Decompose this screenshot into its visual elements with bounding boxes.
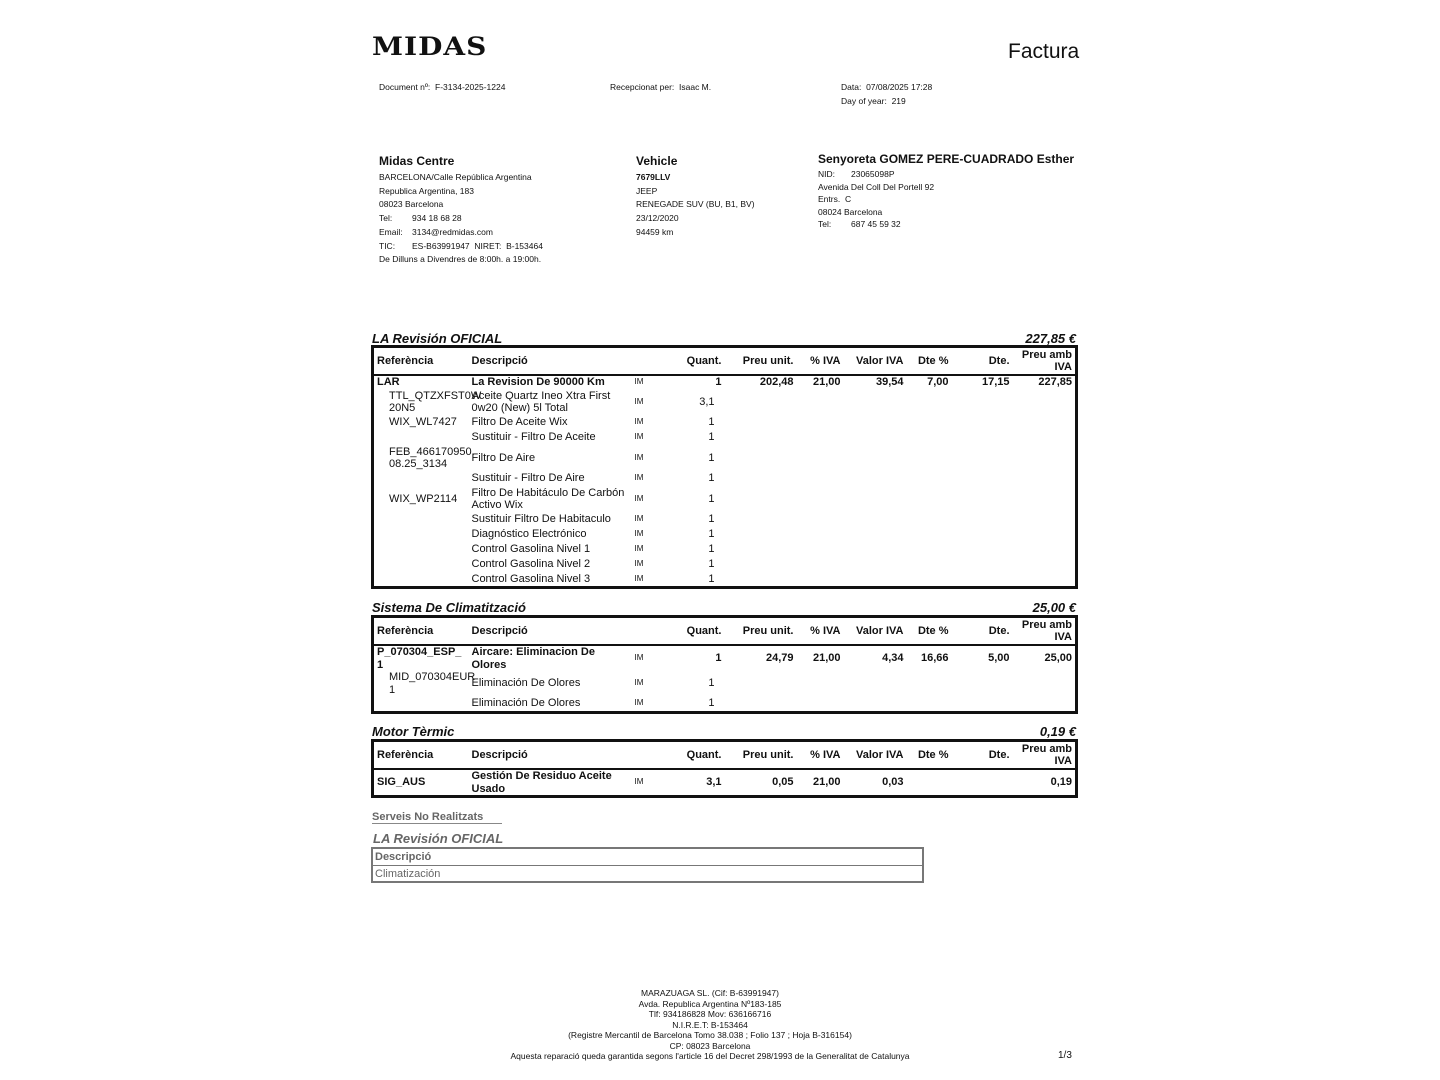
col-disc-pct: Dte % <box>907 347 952 376</box>
centre-tel <box>379 212 543 226</box>
cell-total <box>1013 445 1077 471</box>
cell-desc: Filtro De Aire <box>471 451 536 464</box>
centre-email-label: Email: <box>379 226 403 237</box>
vehicle-make: JEEP <box>636 185 658 196</box>
cell-unit: 202,48 <box>759 376 794 389</box>
table-row <box>373 645 1077 671</box>
col-ref: Referència <box>373 347 469 376</box>
col-vat-pct: % IVA <box>797 617 844 646</box>
vehicle-plate: 7679LLV <box>636 172 671 182</box>
cell-disc <box>952 430 1013 445</box>
col-desc: Descripció <box>469 741 632 770</box>
midas-logo: MIDAS <box>372 31 488 62</box>
centre-line3: 08023 Barcelona <box>379 199 444 210</box>
col-total-line2: IVA <box>1054 361 1072 373</box>
cell-total <box>1013 671 1077 696</box>
date-value: 07/08/2025 17:28 <box>866 82 933 92</box>
cell-qty: 3,1 <box>699 395 715 408</box>
footer-line: N.I.R.E.T: B-153464 <box>672 1019 748 1030</box>
cell-vat-val <box>844 557 907 572</box>
cell-desc: Sustituir - Filtro De Aceite <box>471 431 596 444</box>
cell-total <box>1013 486 1077 512</box>
customer-tel-label: Tel: <box>818 219 832 229</box>
cell-vat-val <box>844 542 907 557</box>
cell-ref: WIX_WL7427 <box>389 416 457 429</box>
centre-line2: Republica Argentina, 183 <box>379 185 474 196</box>
cell-im: IM <box>634 432 644 442</box>
cell-qty: 1 <box>708 572 715 585</box>
cell-im: IM <box>634 544 644 554</box>
cell-vat-val <box>844 445 907 471</box>
not-done-item: Climatización <box>375 867 441 880</box>
col-im <box>632 741 666 770</box>
cell-ref <box>373 471 469 486</box>
cell-qty: 1 <box>708 513 715 526</box>
col-disc-pct: Dte % <box>907 741 952 770</box>
col-ref: Referència <box>373 617 469 646</box>
cell-im: IM <box>634 529 644 539</box>
col-total-line2: IVA <box>1054 631 1072 643</box>
cell-disc-pct <box>907 471 952 486</box>
not-done-row <box>372 866 923 883</box>
cell-qty: 1 <box>708 451 715 464</box>
vehicle-model: RENEGADE SUV (BU, B1, BV) <box>636 199 755 210</box>
cell-unit <box>725 557 797 572</box>
cell-vat-pct <box>797 542 844 557</box>
cell-disc-pct <box>907 557 952 572</box>
cell-unit <box>725 486 797 512</box>
cell-im: IM <box>634 473 644 483</box>
cell-ref <box>373 527 469 542</box>
cell-im: IM <box>634 493 644 503</box>
cell-vat-val: 4,34 <box>882 652 904 665</box>
table-row <box>373 769 1077 797</box>
cell-disc-pct <box>907 445 952 471</box>
cell-disc <box>952 572 1013 587</box>
section-name: Motor Tèrmic <box>372 724 455 739</box>
cell-ref: P_070304_ESP_ 1 <box>377 646 462 671</box>
cell-qty: 1 <box>708 697 715 709</box>
cell-disc <box>952 671 1013 696</box>
cell-total <box>1013 572 1077 587</box>
cell-ref: FEB_466170950. 08.25_3134 <box>389 445 475 470</box>
cell-im: IM <box>634 417 644 427</box>
cell-total <box>1013 415 1077 430</box>
col-qty: Quant. <box>666 347 725 376</box>
table-row <box>373 486 1077 512</box>
cell-vat-val: 39,54 <box>875 376 904 389</box>
cell-disc-pct <box>907 572 952 587</box>
cell-qty: 1 <box>708 472 715 485</box>
cell-unit <box>725 527 797 542</box>
page-number: 1/3 <box>1058 1050 1072 1061</box>
cell-unit: 24,79 <box>765 652 794 665</box>
section-name: Sistema De Climatització <box>372 600 526 615</box>
cell-disc <box>952 696 1013 712</box>
section-name: LA Revisión OFICIAL <box>372 331 503 346</box>
table-row <box>373 696 1077 712</box>
cell-disc-pct <box>907 769 952 797</box>
cell-ref: TTL_QTZXFST0W 20N5 <box>389 389 482 414</box>
cell-im: IM <box>634 452 644 462</box>
cell-disc-pct <box>907 430 952 445</box>
customer-nid-value: 23065098P <box>851 169 895 179</box>
document-number-value: F-3134-2025-1224 <box>435 82 506 92</box>
cell-im: IM <box>634 514 644 524</box>
section-total: 25,00 € <box>1032 600 1076 615</box>
customer-block <box>818 152 1074 231</box>
centre-tic-value: ES-B63991947 <box>412 240 470 251</box>
cell-desc: Sustituir Filtro De Habitaculo <box>471 513 611 526</box>
cell-disc <box>952 389 1013 415</box>
cell-im: IM <box>634 777 644 787</box>
col-vat-pct: % IVA <box>797 347 844 376</box>
cell-vat-val <box>844 486 907 512</box>
cell-vat-val <box>844 671 907 696</box>
cell-qty: 1 <box>708 492 715 505</box>
col-vat-pct: % IVA <box>797 741 844 770</box>
table-row <box>373 389 1077 415</box>
customer-nid-label: NID: <box>818 169 835 179</box>
cell-ref <box>373 542 469 557</box>
not-done-title: Serveis No Realitzats <box>372 811 484 823</box>
footer-line: CP: 08023 Barcelona <box>669 1040 751 1051</box>
cell-vat-pct <box>797 527 844 542</box>
footer-line: Avda. Republica Argentina Nº183-185 <box>638 998 782 1009</box>
table-row <box>373 557 1077 572</box>
centre-hours: De Dilluns a Divendres de 8:00h. a 19:00h. <box>379 254 542 265</box>
col-desc: Descripció <box>469 347 632 376</box>
cell-vat-val: 0,03 <box>882 776 904 789</box>
col-im <box>632 617 666 646</box>
not-done-table <box>371 847 924 883</box>
col-total <box>1013 617 1077 646</box>
cell-qty: 1 <box>708 558 715 571</box>
col-disc: Dte. <box>952 617 1013 646</box>
vehicle-date: 23/12/2020 <box>636 213 679 224</box>
customer-name: Senyoreta GOMEZ PERE-CUADRADO Esther <box>818 152 1075 166</box>
received-by-value: Isaac M. <box>679 82 712 92</box>
cell-total <box>1013 430 1077 445</box>
received-by <box>610 82 711 92</box>
customer-entrs <box>818 193 1074 206</box>
customer-entrs-value: C <box>844 194 852 204</box>
cell-disc: 17,15 <box>981 376 1010 389</box>
cell-vat-pct <box>797 696 844 712</box>
cell-vat-pct <box>797 415 844 430</box>
col-total <box>1013 741 1077 770</box>
cell-total: 227,85 <box>1038 376 1072 389</box>
cell-disc-pct <box>907 486 952 512</box>
cell-total <box>1013 471 1077 486</box>
cell-qty: 1 <box>708 431 715 444</box>
cell-ref <box>373 430 469 445</box>
cell-total <box>1013 512 1077 527</box>
cell-total <box>1013 542 1077 557</box>
cell-desc: Diagnóstico Electrónico <box>471 528 587 541</box>
cell-vat-val <box>844 415 907 430</box>
cell-disc-pct <box>907 671 952 696</box>
cell-ref <box>373 557 469 572</box>
col-unit-price: Preu unit. <box>725 741 797 770</box>
cell-im: IM <box>634 559 644 569</box>
cell-ref: LAR <box>377 376 400 389</box>
cell-disc <box>952 769 1013 797</box>
cell-desc: Aircare: Eliminacion De Olores <box>471 646 595 671</box>
col-total-line1: Preu amb <box>1021 743 1072 755</box>
cell-disc-pct <box>907 542 952 557</box>
col-disc: Dte. <box>952 347 1013 376</box>
table-row <box>373 445 1077 471</box>
cell-desc: Aceite Quartz Ineo Xtra First 0w20 (New) 5l Total <box>471 389 611 414</box>
col-im <box>632 347 666 376</box>
cell-unit <box>725 542 797 557</box>
cell-vat-pct: 21,00 <box>812 776 841 789</box>
cell-vat-pct <box>797 671 844 696</box>
cell-disc-pct <box>907 527 952 542</box>
customer-address: Avenida Del Coll Del Portell 92 <box>818 181 935 192</box>
cell-qty: 1 <box>708 416 715 429</box>
customer-city: 08024 Barcelona <box>818 206 883 217</box>
cell-vat-pct <box>797 572 844 587</box>
document-number <box>379 82 505 92</box>
cell-desc: Control Gasolina Nivel 1 <box>471 543 591 556</box>
cell-vat-pct: 21,00 <box>812 376 841 389</box>
table-row <box>373 471 1077 486</box>
col-disc: Dte. <box>952 741 1013 770</box>
cell-vat-pct: 21,00 <box>812 652 841 665</box>
cell-desc: Sustituir - Filtro De Aire <box>471 472 585 485</box>
cell-disc <box>952 512 1013 527</box>
cell-disc <box>952 542 1013 557</box>
col-vat-value: Valor IVA <box>844 617 907 646</box>
col-vat-value: Valor IVA <box>844 347 907 376</box>
cell-im: IM <box>634 396 644 406</box>
cell-qty: 1 <box>715 376 722 389</box>
col-disc-pct: Dte % <box>907 617 952 646</box>
not-done-section-name: LA Revisión OFICIAL <box>373 831 504 846</box>
cell-disc <box>952 471 1013 486</box>
cell-disc <box>952 557 1013 572</box>
cell-unit <box>725 415 797 430</box>
table-row <box>373 512 1077 527</box>
cell-qty: 1 <box>708 543 715 556</box>
cell-disc <box>952 486 1013 512</box>
centre-tel-value: 934 18 68 28 <box>412 213 462 224</box>
col-unit-price: Preu unit. <box>725 347 797 376</box>
customer-tel-value: 687 45 59 32 <box>851 219 901 229</box>
vehicle-title: Vehicle <box>636 154 678 168</box>
col-unit-price: Preu unit. <box>725 617 797 646</box>
cell-ref <box>373 696 469 712</box>
section-header <box>372 724 1076 740</box>
cell-qty: 1 <box>708 528 715 541</box>
cell-qty: 1 <box>715 652 722 665</box>
cell-vat-val <box>844 430 907 445</box>
cell-unit <box>725 389 797 415</box>
cell-total <box>1013 696 1077 712</box>
table-row <box>373 430 1077 445</box>
cell-unit <box>725 512 797 527</box>
not-done-header-row <box>372 848 923 866</box>
cell-unit: 0,05 <box>772 776 794 789</box>
cell-desc: Filtro De Habitáculo De Carbón Activo Wix <box>471 486 625 511</box>
centre-tic <box>379 240 543 254</box>
vehicle-km: 94459 km <box>636 226 674 237</box>
cell-vat-val <box>844 471 907 486</box>
col-qty: Quant. <box>666 741 725 770</box>
col-ref: Referència <box>373 741 469 770</box>
centre-title: Midas Centre <box>379 154 455 168</box>
cell-vat-val <box>844 696 907 712</box>
cell-unit <box>725 445 797 471</box>
cell-disc-pct: 7,00 <box>927 376 949 389</box>
cell-vat-val <box>844 527 907 542</box>
customer-nid <box>818 168 1074 181</box>
received-by-label: Recepcionat per: <box>610 82 675 92</box>
document-number-label: Document nº: <box>379 82 431 92</box>
cell-im: IM <box>634 377 644 387</box>
centre-block <box>379 154 543 267</box>
cell-im: IM <box>634 678 644 688</box>
day-of-year <box>841 96 906 106</box>
footer-line: Tlf: 934186828 Mov: 636166716 <box>648 1009 772 1019</box>
items-table <box>371 615 1078 714</box>
centre-niret-value: B-153464 <box>506 240 543 251</box>
cell-unit <box>725 430 797 445</box>
vehicle-block <box>636 154 755 240</box>
customer-entrs-label: Entrs. <box>818 194 841 204</box>
cell-ref: WIX_WP2114 <box>389 492 458 505</box>
cell-total <box>1013 557 1077 572</box>
date-label: Data: <box>841 82 862 92</box>
footer-line: Aquesta reparació queda garantida segons l'article 16 del Decret 298/1993 de la Generalitat de Catalunya <box>510 1051 910 1061</box>
table-row <box>373 542 1077 557</box>
cell-total: 25,00 <box>1044 652 1072 665</box>
cell-desc: La Revision De 90000 Km <box>471 376 605 389</box>
items-table <box>371 739 1078 798</box>
cell-disc-pct: 16,66 <box>920 652 949 665</box>
cell-total: 0,19 <box>1050 776 1072 789</box>
cell-ref: SIG_AUS <box>377 776 426 789</box>
table-row <box>373 671 1077 696</box>
cell-vat-pct <box>797 445 844 471</box>
table-row <box>373 572 1077 587</box>
cell-vat-pct <box>797 471 844 486</box>
document-title: Factura <box>1008 40 1080 63</box>
footer-line: MARAZUAGA SL. (Cif: B-63991947) <box>641 988 779 998</box>
cell-im: IM <box>634 698 644 707</box>
cell-im: IM <box>634 573 644 583</box>
invoice-date <box>841 82 932 92</box>
cell-total <box>1013 389 1077 415</box>
col-qty: Quant. <box>666 617 725 646</box>
items-table <box>371 345 1078 589</box>
cell-vat-val <box>844 389 907 415</box>
cell-unit <box>725 572 797 587</box>
cell-vat-val <box>844 512 907 527</box>
day-of-year-label: Day of year: <box>841 96 887 106</box>
cell-disc-pct <box>907 696 952 712</box>
customer-tel <box>818 218 1074 231</box>
centre-email-value[interactable]: 3134@redmidas.com <box>412 226 493 237</box>
cell-im: IM <box>634 653 644 663</box>
cell-qty: 1 <box>708 677 715 690</box>
not-done-underline <box>372 823 502 824</box>
cell-vat-pct <box>797 557 844 572</box>
cell-disc-pct <box>907 389 952 415</box>
cell-desc: Eliminación De Olores <box>471 697 581 709</box>
table-header-row <box>373 347 1077 376</box>
col-total <box>1013 347 1077 376</box>
cell-vat-val <box>844 572 907 587</box>
centre-email <box>379 226 543 240</box>
section-total: 0,19 € <box>1039 724 1076 739</box>
cell-desc: Gestión De Residuo Aceite Usado <box>471 770 612 795</box>
table-header-row <box>373 741 1077 770</box>
col-total-line1: Preu amb <box>1021 619 1072 631</box>
footer-line: (Registre Mercantil de Barcelona Tomo 38.038 ; Folio 137 ; Hoja B-316154) <box>568 1030 852 1040</box>
cell-disc: 5,00 <box>988 652 1010 665</box>
company-footer <box>460 988 960 1062</box>
cell-desc: Filtro De Aceite Wix <box>471 416 568 429</box>
cell-disc-pct <box>907 415 952 430</box>
cell-disc <box>952 415 1013 430</box>
centre-tel-label: Tel: <box>379 213 393 224</box>
day-of-year-value: 219 <box>891 96 906 106</box>
cell-unit <box>725 671 797 696</box>
cell-ref: MID_070304EUR 1 <box>389 671 476 696</box>
cell-ref <box>373 512 469 527</box>
centre-niret-label: NIRET: <box>474 240 502 251</box>
cell-disc-pct <box>907 512 952 527</box>
table-row <box>373 415 1077 430</box>
cell-unit <box>725 696 797 712</box>
cell-vat-pct <box>797 430 844 445</box>
section-total: 227,85 € <box>1025 331 1076 346</box>
cell-qty: 3,1 <box>706 776 722 789</box>
cell-total <box>1013 527 1077 542</box>
cell-disc <box>952 527 1013 542</box>
cell-disc <box>952 445 1013 471</box>
col-total-line2: IVA <box>1054 755 1072 767</box>
table-header-row <box>373 617 1077 646</box>
table-row <box>373 527 1077 542</box>
cell-desc: Control Gasolina Nivel 2 <box>471 558 591 571</box>
cell-desc: Eliminación De Olores <box>471 677 581 690</box>
section-header <box>372 600 1076 616</box>
cell-vat-pct <box>797 486 844 512</box>
cell-vat-pct <box>797 512 844 527</box>
col-total-line1: Preu amb <box>1021 349 1072 361</box>
cell-desc: Control Gasolina Nivel 3 <box>471 572 591 585</box>
cell-vat-pct <box>797 389 844 415</box>
centre-tic-label: TIC: <box>379 240 396 251</box>
cell-ref <box>373 572 469 587</box>
col-vat-value: Valor IVA <box>844 741 907 770</box>
not-done-col-desc: Descripció <box>372 848 923 866</box>
cell-unit <box>725 471 797 486</box>
col-desc: Descripció <box>469 617 632 646</box>
centre-line1: BARCELONA/Calle República Argentina <box>379 172 532 182</box>
table-row <box>373 375 1077 389</box>
